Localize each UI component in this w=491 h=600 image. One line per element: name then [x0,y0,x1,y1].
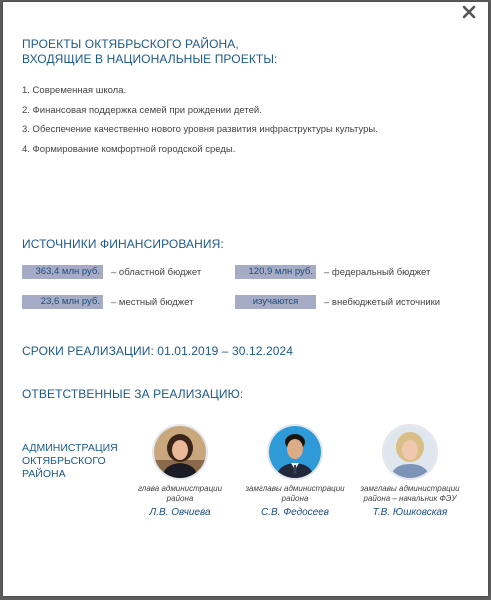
close-button[interactable] [462,5,476,19]
person-role [235,484,355,504]
funding-source-federal [235,265,430,279]
person-role-line2: района – начальник ФЭУ [363,494,457,503]
list-item: 2. Финансовая поддержка семей при рождении детей. [22,104,262,116]
projects-title-line2: ВХОДЯЩИЕ В НАЦИОНАЛЬНЫЕ ПРОЕКТЫ: [22,52,278,66]
person-role [350,484,470,504]
person-name: Л.В. Овчиева [149,507,211,518]
person-role-line2: района [166,494,194,503]
funding-source-local [22,295,193,309]
administration-label-line2: ОКТЯБРЬСКОГО [22,455,106,467]
projects-list [22,81,378,159]
funding-source-regional [22,265,201,279]
funding-source-extrabudget [235,295,440,309]
avatar [267,424,323,480]
avatar [152,424,208,480]
funding-title: ИСТОЧНИКИ ФИНАНСИРОВАНИЯ: [22,237,224,251]
close-icon[interactable] [462,5,476,19]
funding-amount: 363,4 млн руб. [22,265,103,279]
person-role-line2: района [281,494,309,503]
projects-title [22,37,278,67]
terms-title: СРОКИ РЕАЛИЗАЦИИ: 01.01.2019 – 30.12.2024 [22,344,294,358]
avatar [382,424,438,480]
responsible-title: ОТВЕТСТВЕННЫЕ ЗА РЕАЛИЗАЦИЮ: [22,387,244,401]
list-item: 1. Современная школа. [22,85,127,96]
list-item: 4. Формирование комфортной городской среды. [22,143,236,155]
funding-label: – областной бюджет [111,266,202,278]
person-role-line1: замглавы администрации [360,484,460,493]
person-card [350,424,470,518]
funding-label: – федеральный бюджет [324,266,431,278]
person-role-line1: замглавы администрации [245,484,345,493]
person-name: Т.В. Юшковская [372,507,448,518]
funding-label: – внебюджетый источники [324,296,441,308]
funding-amount: 120,9 млн руб. [235,265,316,279]
person-card [235,424,355,518]
projects-title-line1: ПРОЕКТЫ ОКТЯБРЬСКОГО РАЙОНА, [22,37,239,51]
administration-label-line1: АДМИНИСТРАЦИЯ [22,442,118,454]
funding-amount: изучаются [235,295,316,309]
list-item: 3. Обеспечение качественно нового уровня развития инфраструктуры культуры. [22,124,378,135]
funding-amount: 23,6 млн руб. [22,295,103,309]
administration-label [22,442,118,481]
project-info-modal [3,2,488,596]
person-role-line1: глава администрации [137,484,223,493]
person-card [120,424,240,518]
funding-label: – местный бюджет [111,296,194,308]
administration-label-line3: РАЙОНА [22,468,66,480]
person-name: С.В. Федосеев [260,507,330,518]
person-role [120,484,240,504]
